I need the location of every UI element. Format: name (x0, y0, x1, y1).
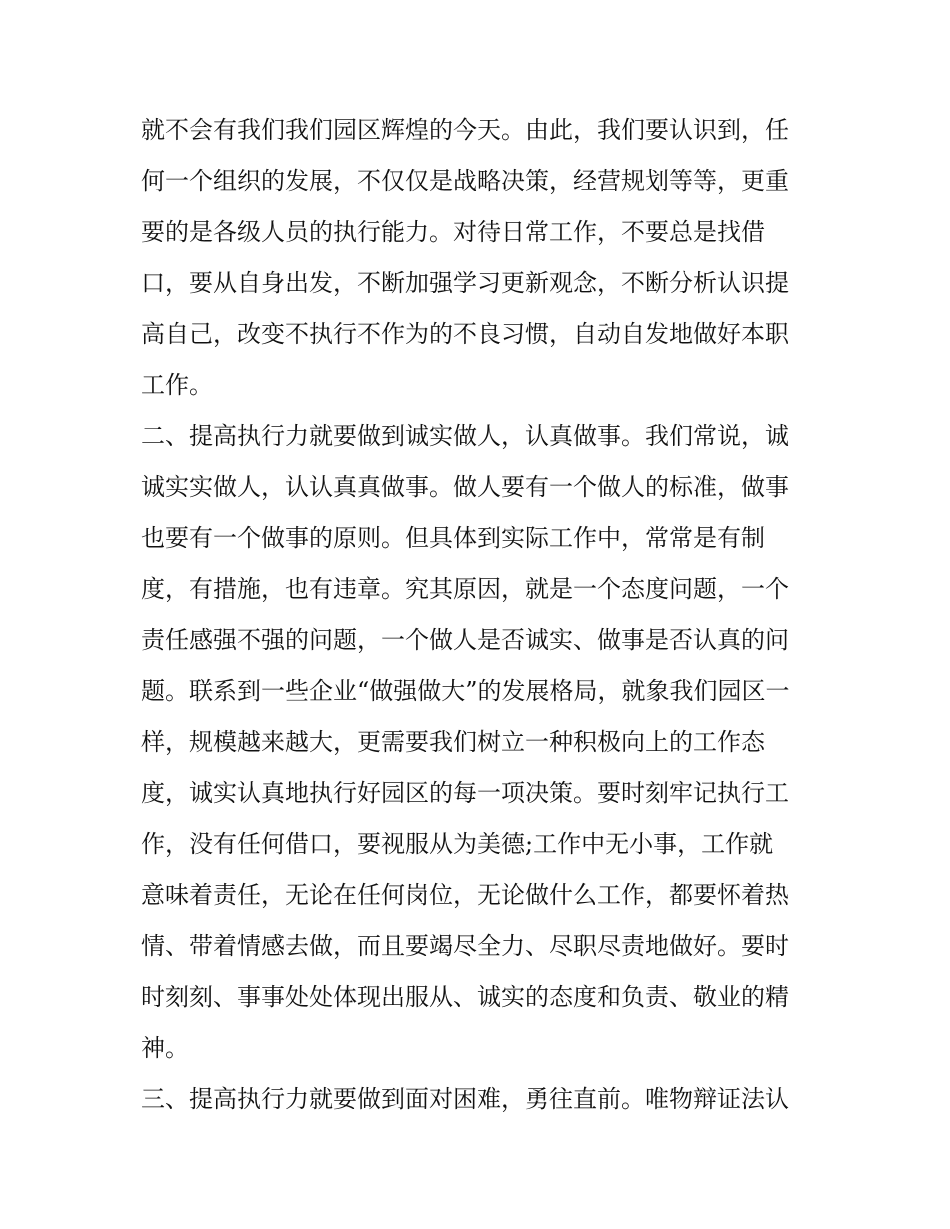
text-line: 时刻刻、事事处处体现出服从、诚实的态度和负责、敬业的精 (141, 983, 789, 1011)
text-line: 样，规模越来越大，更需要我们树立一种积极向上的工作态 (141, 728, 765, 756)
text-line: 二、提高执行力就要做到诚实做人，认真做事。我们常说，诚 (141, 422, 789, 450)
text-line: 要的是各级人员的执行能力。对待日常工作，不要总是找借 (141, 218, 765, 246)
text-line: 题。联系到一些企业“做强做大”的发展格局，就象我们园区一 (141, 677, 790, 705)
text-line: 神。 (141, 1034, 189, 1062)
text-line: 诚实实做人，认认真真做事。做人要有一个做人的标准，做事 (141, 473, 789, 501)
text-line: 意味着责任，无论在任何岗位，无论做什么工作，都要怀着热 (141, 881, 789, 909)
text-line: 责任感强不强的问题，一个做人是否诚实、做事是否认真的问 (141, 626, 789, 654)
text-line: 高自己，改变不执行不作为的不良习惯，自动自发地做好本职 (141, 320, 789, 348)
text-line: 就不会有我们我们园区辉煌的今天。由此，我们要认识到，任 (141, 116, 789, 144)
text-line: 何一个组织的发展，不仅仅是战略决策，经营规划等等，更重 (141, 167, 789, 195)
text-line: 三、提高执行力就要做到面对困难，勇往直前。唯物辩证法认 (141, 1085, 789, 1113)
text-line: 作，没有任何借口，要视服从为美德;工作中无小事，工作就 (141, 830, 774, 858)
text-line: 也要有一个做事的原则。但具体到实际工作中，常常是有制 (141, 524, 765, 552)
text-line: 度，诚实认真地执行好园区的每一项决策。要时刻牢记执行工 (141, 779, 789, 807)
text-line: 工作。 (141, 371, 213, 399)
text-line: 情、带着情感去做，而且要竭尽全力、尽职尽责地做好。要时 (141, 932, 789, 960)
text-line: 口，要从自身出发，不断加强学习更新观念，不断分析认识提 (141, 269, 789, 297)
text-line: 度，有措施，也有违章。究其原因，就是一个态度问题，一个 (141, 575, 789, 603)
